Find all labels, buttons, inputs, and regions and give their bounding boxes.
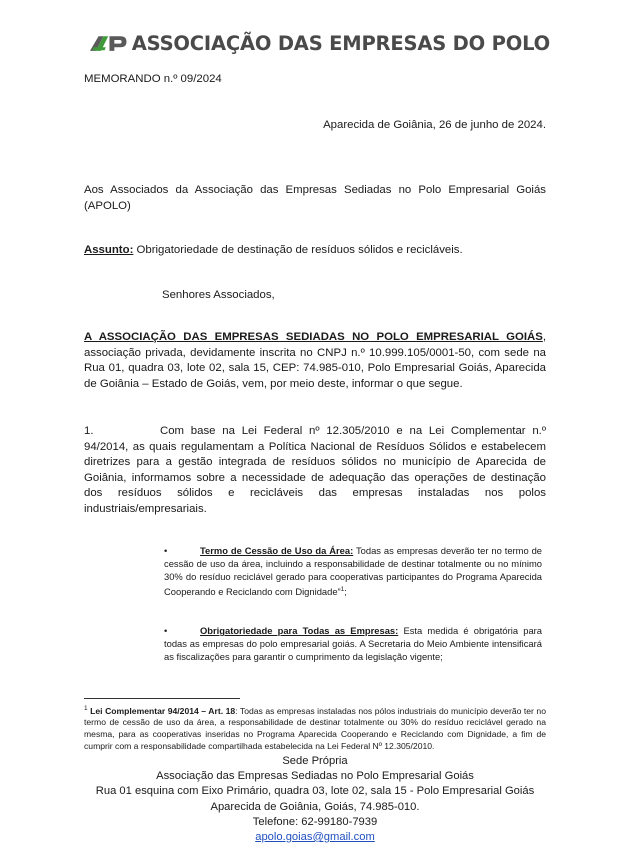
intro-text: , associação privada, devidamente inscrita no CNPJ n.º 10.999.105/0001-50, com sede na Rua 01, quadra 03, lote 02, sala 15, CEP: 74.985-010, Polo Empresarial Goiás, Aparecida de Goiânia – Estado de Goiás, vem, por meio deste, informar o que segue. — [84, 331, 546, 390]
footnote — [84, 703, 546, 752]
footnote-separator — [84, 698, 240, 699]
memo-number: MEMORANDO n.º 09/2024 — [84, 73, 222, 85]
bullet-dot-icon: • — [164, 625, 168, 636]
greeting: Senhores Associados, — [162, 289, 275, 301]
footnote-law: Lei Complementar 94/2014 – Art. 18 — [90, 705, 236, 716]
bullet-item-1 — [164, 544, 542, 598]
letterhead — [90, 26, 550, 60]
subject-label: Assunto: — [84, 244, 134, 256]
bullet-1-tail: ; — [344, 586, 347, 598]
bullet-1-title: Termo de Cessão de Uso da Área: — [200, 545, 354, 556]
footnote-text: : Todas as empresas instaladas nos pólos industriais do município deverão ter no termo de cessão de uso da área, a responsabilidade de destinar totalmente ou 30% do resíduo reciclável gerado na mesma, para as cooperativas inseridas no Programa Aparecida Cooperando e Reciclando com Dignidade, a fim de cumprir com a responsabilidade compartilhada estabelecida na Lei Federal Nº 12.305/2010. — [84, 705, 546, 751]
bullet-dot-icon: • — [164, 545, 168, 556]
footer-phone: Telefone: 62-99180-7939 — [252, 815, 378, 828]
footer-address: Rua 01 esquina com Eixo Primário, quadra 03, lote 02, sala 15 - Polo Empresarial Goiás — [95, 785, 535, 798]
subject-line — [84, 243, 546, 259]
intro-paragraph — [84, 330, 546, 392]
intro-org-name: A ASSOCIAÇÃO DAS EMPRESAS SEDIADAS NO POLO EMPRESARIAL GOIÁS — [84, 331, 543, 343]
footer-seat: Sede Própria — [282, 755, 348, 767]
page-footer — [60, 754, 570, 845]
para1-number: 1. — [84, 425, 94, 437]
bullet-item-2 — [164, 624, 542, 663]
footer-city: Aparecida de Goiânia, Goiás, 74.985-010. — [210, 800, 420, 813]
bullet-2-text: Esta medida é obrigatória para todas as empresas do polo empresarial goiás. A Secretaria do Meio Ambiente intensificará as fiscalizações para garantir o cumprimento da legislação vigente; — [164, 625, 542, 662]
footnote-ref[interactable]: 1 — [340, 586, 345, 593]
footer-org: Associação das Empresas Sediadas no Polo Empresarial Goiás — [156, 770, 474, 783]
org-name: ASSOCIAÇÃO DAS EMPRESAS DO POLO — [131, 31, 550, 55]
recipient: Aos Associados da Associação das Empresas Sediadas no Polo Empresarial Goiás (APOLO) — [84, 184, 546, 212]
subject-text: Obrigatoriedade de destinação de resíduos sólidos e recicláveis. — [133, 244, 463, 256]
footer-email-link[interactable]: apolo.goias@gmail.com — [255, 831, 375, 844]
place-date: Aparecida de Goiânia, 26 de junho de 2024. — [323, 119, 546, 131]
footnote-mark: 1 — [84, 705, 88, 712]
apolo-logo-icon — [90, 28, 128, 58]
bullet-2-title: Obrigatoriedade para Todas as Empresas: — [200, 625, 399, 636]
para1-text: Com base na Lei Federal nº 12.305/2010 e na Lei Complementar n.º 94/2014, as quais regulamentam a Política Nacional de Resíduos Sólidos e estabelecem diretrizes para a gestão integrada de resíduos sólidos no município de Aparecida de Goiânia, informamos sobre a necessidade de adequação das operações de destinação dos resíduos sólidos e recicláveis das empresas instaladas nos polos industriais/empresariais. — [84, 425, 546, 515]
bullet-1-text: Todas as empresas deverão ter no termo de cessão de uso da área, incluindo a responsabilidade de destinar totalmente ou no mínimo 30% do resíduo reciclável gerado para cooperativas participantes do Programa Aparecida Cooperando e Reciclando com Dignidade” — [164, 545, 543, 598]
